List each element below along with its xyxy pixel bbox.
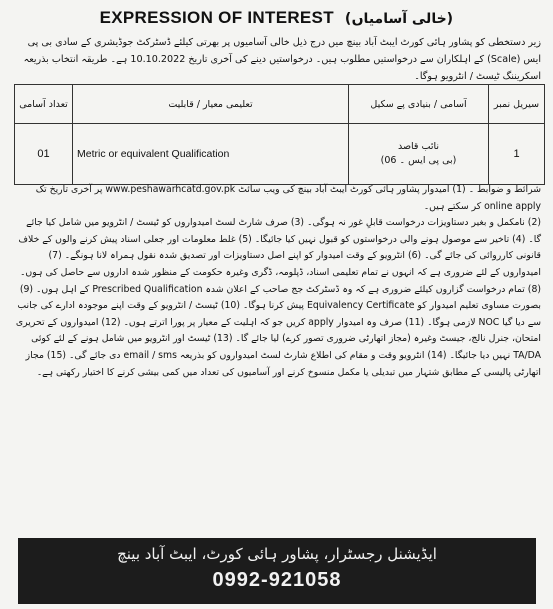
page-title bbox=[0, 8, 553, 28]
vacancy-table bbox=[14, 84, 545, 185]
cell-qualification: Metric or equivalent Qualification bbox=[73, 124, 349, 185]
post-scale: (بی پی ایس ۔ 06) bbox=[380, 155, 457, 166]
title-urdu: (خالی آسامیاں) bbox=[344, 11, 454, 27]
header-qualification: تعلیمی معیار / قابلیت bbox=[73, 85, 349, 124]
intro-paragraph: زیر دستخطی کو پشاور ہائی کورٹ ایبٹ آباد بینچ میں درج ذیل خالی آسامیوں پر بھرتی کیلئے ڈسٹرکٹ جوڈیشری کے سادی بی پی ایس (Scale) کے اہلکاران سے درخواستیں مطلوب ہیں۔ درخواستیں دینے کی آخری تاریخ 10.10.2022 ہے۔ طریقہ انتخاب بذریعہ اسکریننگ ٹیسٹ / انٹرویو ہوگا۔ bbox=[23, 37, 541, 82]
footer-banner bbox=[18, 538, 536, 604]
header-serial: سیریل نمبر bbox=[489, 85, 545, 124]
title-english: EXPRESSION OF INTEREST bbox=[99, 8, 334, 27]
terms-and-conditions bbox=[12, 182, 541, 381]
header-count: تعداد آسامی bbox=[15, 85, 73, 124]
terms-line: (2) نامکمل و بغیر دستاویزات درخواست قابلِ غور نہ ہوگی۔ (3) صرف شارٹ لسٹ امیدواروں کو ٹیسٹ / انٹرویو میں شامل کیا جائے گا۔ (4) تاخیر سے موصول ہونے والی درخواستوں کو قبول نہیں کیا جائیگا۔ (5) غلط معلومات اور جعلی اسناد پیش کرنے والوں کے خلاف قانونی کارروائی کی جائے گی۔ (6) انٹرویو کے وقت امیدوار کو اپنے اصل دستاویزات اور تصدیق شدہ نقول ہمراہ لانا ہونگے۔ (7) امیدواروں کے لئے ضروری ہے کہ انہوں نے تمام تعلیمی اسناد، ڈپلومہ، ڈگری وغیرہ حکومت کے منظور شدہ اداروں سے حاصل کی ہوں۔ (8) تمام درخواست گزاروں کیلئے ضروری ہے کہ وہ ڈسٹرکٹ جج صاحب کے اعلان شدہ Prescribed Qualification کے اہل ہوں۔ (9) بصورت مساوی تعلیم امیدوار کو Equivalency Certificate پیش کرنا ہوگا۔ (10) ٹیسٹ / انٹرویو کے وقت اپنے موجودہ ادارے کی جانب سے دیا گیا NOC لازمی ہوگا۔ (11) صرف وہ امیدوار apply کریں جو کہ اہلیت کے معیار پر پورا اترتے ہوں۔ (12) امیدواروں کے تحریری امتحان، جنرل نالج، جیسٹ وغیرہ (مجاز اتھارٹی ضروری تصور کرے) لیا جائے گا۔ (13) ٹیسٹ اور انٹرویو میں شامل ہونے کے لئے کوئی TA/DA نہیں دیا جائیگا۔ (14) انٹرویو وقت و مقام کی اطلاع شارٹ لسٹ امیدواروں کو بذریعہ email / sms دی جائے گی۔ (15) مجاز اتھارٹی پالیسی کے مطابق شتہار میں تبدیلی یا مکمل منسوخ کرنے اور آسامیوں کی تعداد میں کمی بیشی کرنے کا اختیار رکھتی ہے۔ bbox=[15, 217, 541, 378]
post-name: نائب قاصد bbox=[397, 141, 440, 152]
table-header-row bbox=[15, 85, 545, 124]
terms-line: شرائط و ضوابط ۔ (1) امیدوار پشاور ہائی کورٹ ایبٹ آباد بینچ کی ویب سائٹ www.peshawarhcatd.gov.pk پر آخری تاریخ تک online apply کر سکتے ہیں۔ bbox=[35, 184, 541, 212]
cell-post bbox=[349, 124, 489, 185]
cell-serial: 1 bbox=[489, 124, 545, 185]
table-row bbox=[15, 124, 545, 185]
footer-phone: 0992-921058 bbox=[212, 569, 342, 591]
header-post: آسامی / بنیادی پے سکیل bbox=[349, 85, 489, 124]
footer-address: ایڈیشنل رجسٹرار، پشاور ہائی کورٹ، ایبٹ آباد بینچ bbox=[117, 545, 437, 563]
cell-count: 01 bbox=[15, 124, 73, 185]
